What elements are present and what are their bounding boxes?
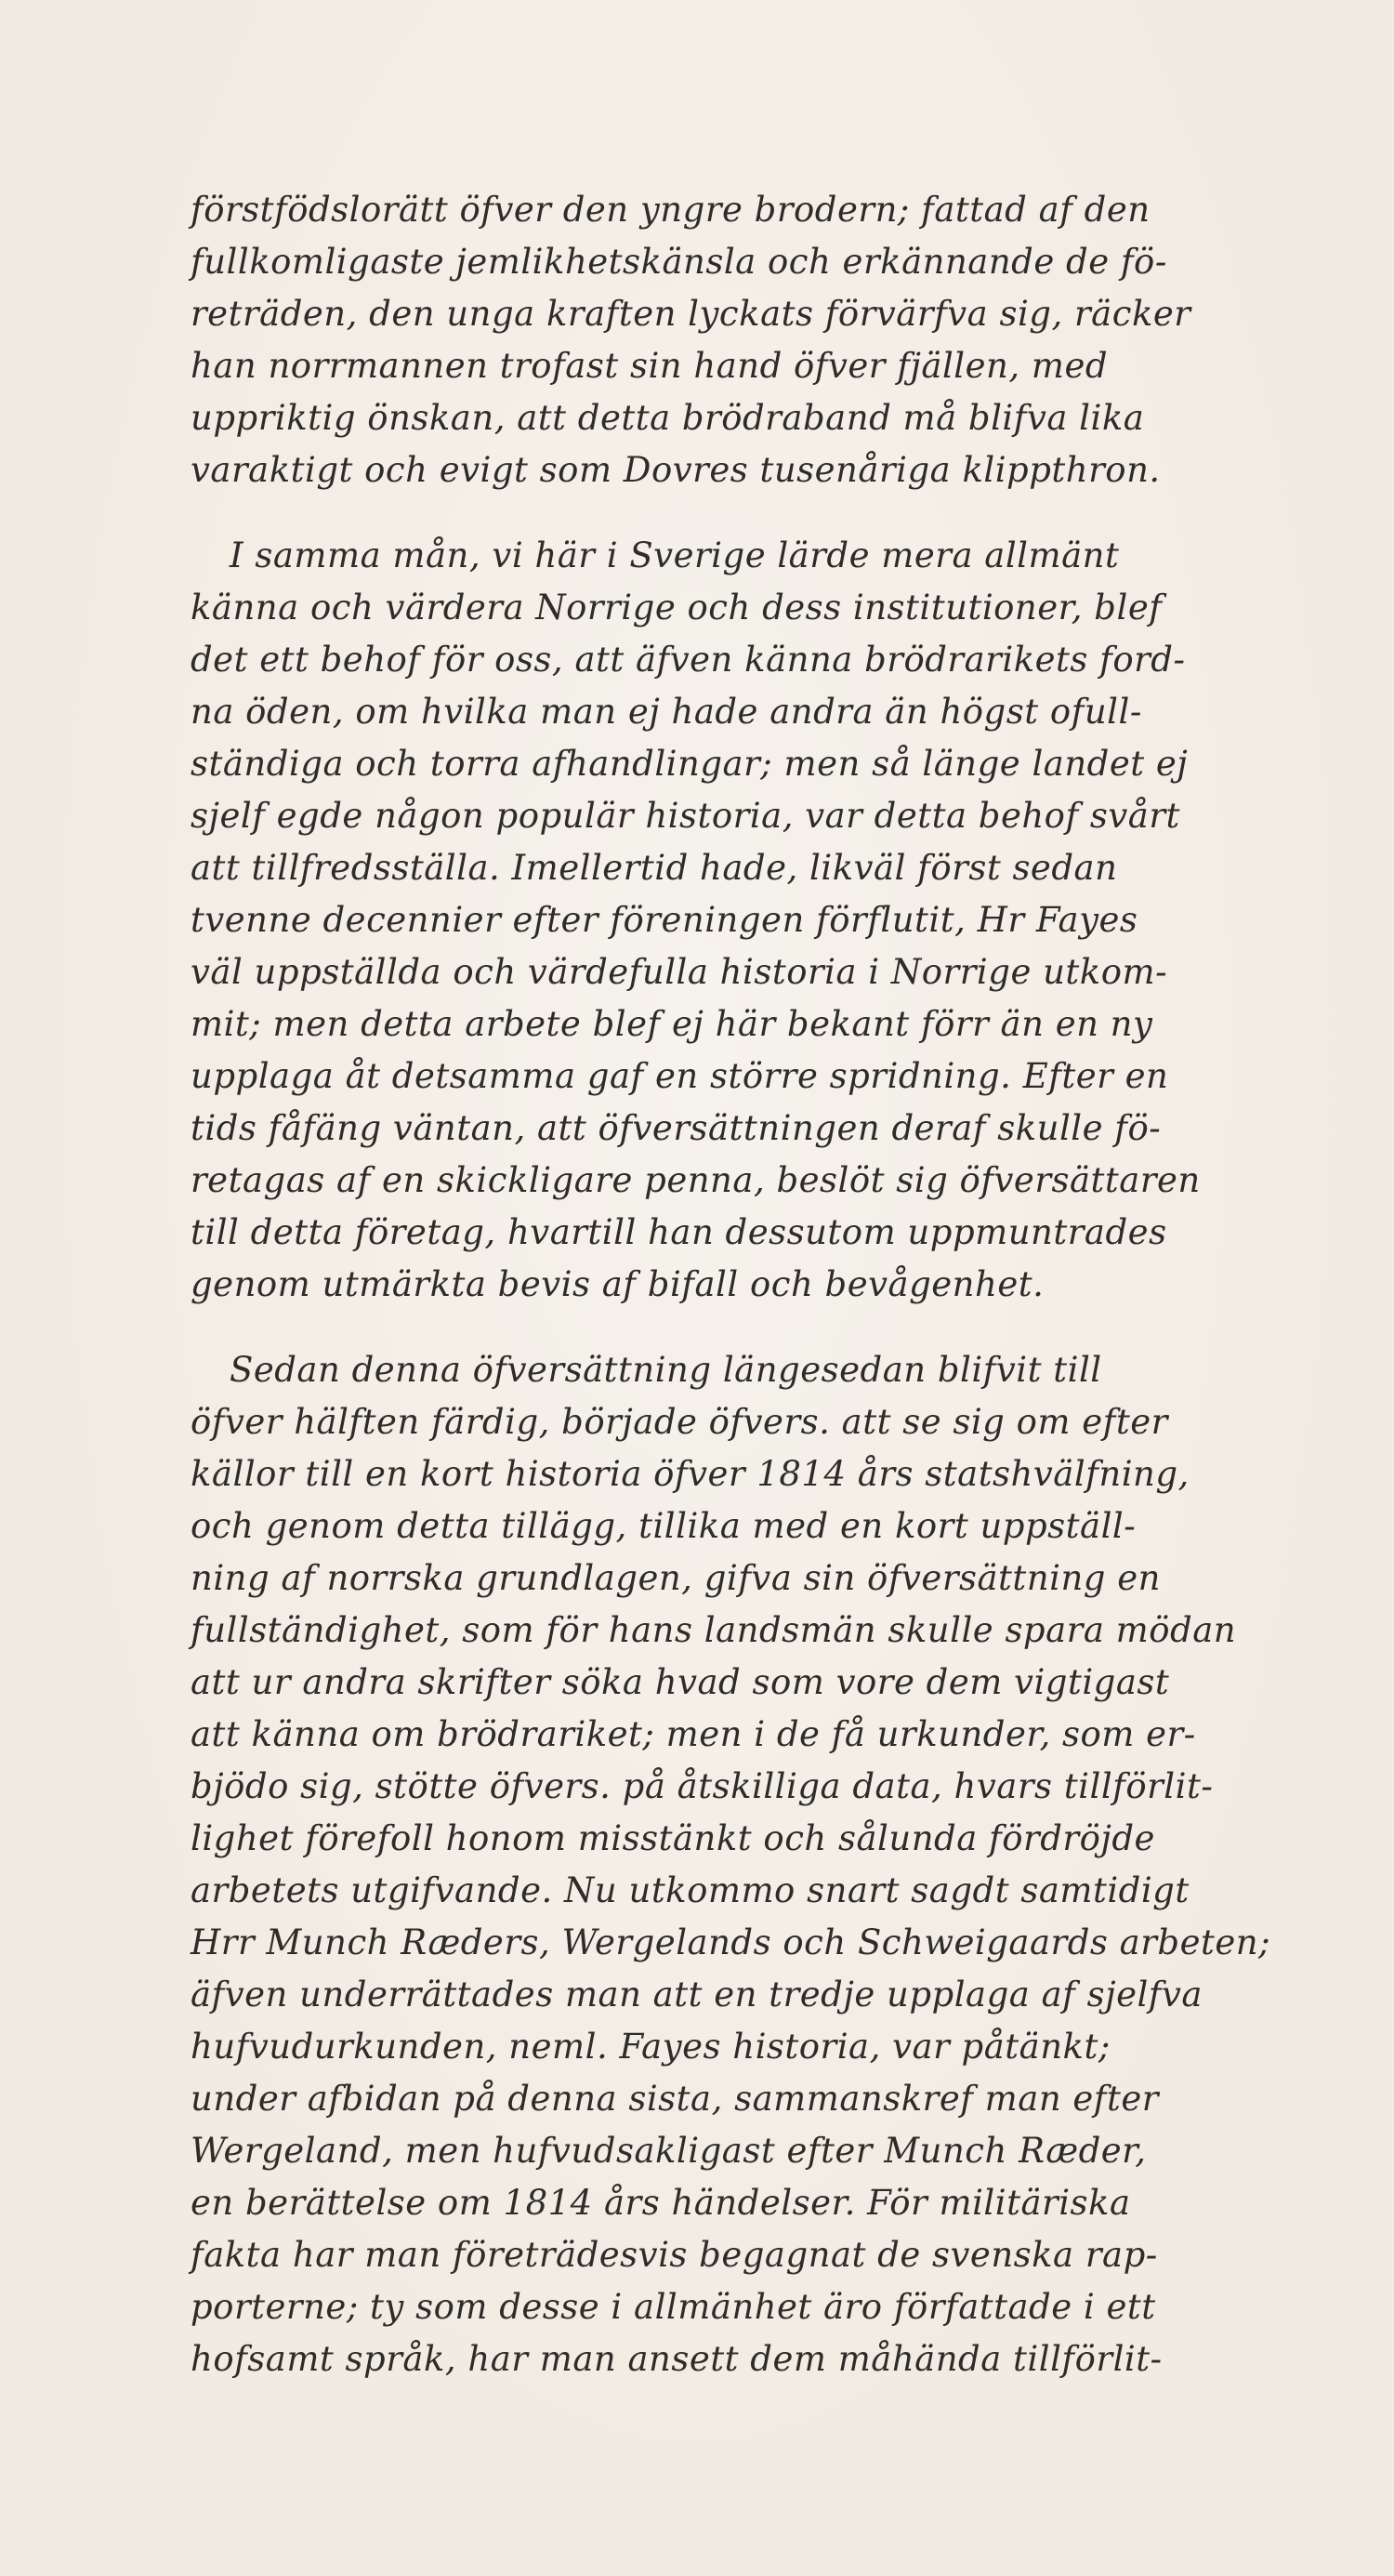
text-line: sjelf egde någon populär historia, var detta behof svårt [191,796,1180,836]
text-line: genom utmärkta bevis af bifall och bevågenhet. [191,1264,1045,1304]
text-line: bjödo sig, stötte öfvers. på åtskilliga data, hvars tillförlit- [191,1766,1214,1806]
text-line: äfven underrättades man att en tredje upplaga af sjelfva [191,1975,1203,2015]
text-line: fakta har man företrädesvis begagnat de svenska rap- [191,2235,1158,2275]
text-line: hufvudurkunden, neml. Fayes historia, var påtänkt; [191,2027,1111,2067]
text-line: tids fåfäng väntan, att öfversättningen deraf skulle fö- [191,1108,1162,1148]
text-line: ning af norrska grundlagen, gifva sin öfversättning en [191,1558,1161,1598]
text-line: na öden, om hvilka man ej hade andra än högst ofull- [191,692,1142,732]
text-line: och genom detta tillägg, tillika med en kort uppställ- [191,1506,1137,1546]
text-line: varaktigt och evigt som Dovres tusenåriga klippthron. [191,450,1161,490]
text-line: fullständighet, som för hans landsmän skulle spara mödan [191,1610,1237,1650]
text-line: mit; men detta arbete blef ej här bekant förr än en ny [191,1004,1153,1044]
text-line: öfver hälften färdig, började öfvers. att se sig om efter [191,1402,1168,1442]
text-line: att ur andra skrifter söka hvad som vore dem vigtigast [191,1662,1170,1702]
text-line: uppriktig önskan, att detta brödraband må blifva lika [191,398,1145,438]
text-line: ständiga och torra afhandlingar; men så länge landet ej [191,744,1189,784]
text-line: Sedan denna öfversättning längesedan blifvit till [230,1350,1102,1390]
text-line: lighet förefoll honom misstänkt och sålunda fördröjde [191,1818,1155,1858]
text-line: Hrr Munch Ræders, Wergelands och Schweigaards arbeten; [191,1922,1271,1962]
paragraph-1 [191,184,1334,496]
text-line: en berättelse om 1814 års händelser. För militäriska [191,2183,1131,2223]
text-line: fullkomligaste jemlikhetskänsla och erkännande de fö- [191,242,1167,282]
text-line: arbetets utgifvande. Nu utkommo snart sagdt samtidigt [191,1870,1190,1910]
text-line: han norrmannen trofast sin hand öfver fjällen, med [191,346,1109,386]
text-line: tvenne decennier efter föreningen förflutit, Hr Fayes [191,900,1138,940]
paragraph-3 [191,1344,1334,2385]
text-line: att tillfredsställa. Imellertid hade, likväl först sedan [191,848,1118,888]
text-line: förstfödslorätt öfver den yngre brodern; fattad af den [191,190,1151,230]
text-line: I samma mån, vi här i Sverige lärde mera allmänt [230,535,1120,575]
text-line: porterne; ty som desse i allmänhet äro författade i ett [191,2287,1156,2327]
paragraph-2 [191,530,1334,1311]
page-text [191,184,1334,2385]
text-line: känna och värdera Norrige och dess institutioner, blef [191,588,1163,627]
text-line: till detta företag, hvartill han dessutom uppmuntrades [191,1212,1167,1252]
text-line: under afbidan på denna sista, sammanskref man efter [191,2079,1159,2119]
text-line: att känna om brödrariket; men i de få urkunder, som er- [191,1714,1196,1754]
text-line: källor till en kort historia öfver 1814 års statshvälfning, [191,1454,1190,1494]
text-line: Wergeland, men hufvudsakligast efter Munch Ræder, [191,2131,1147,2171]
text-line: retagas af en skickligare penna, beslöt sig öfversättaren [191,1160,1201,1200]
text-line: hofsamt språk, har man ansett dem måhända tillförlit- [191,2339,1163,2379]
text-line: väl uppställda och värdefulla historia i Norrige utkom- [191,952,1168,992]
text-line: det ett behof för oss, att äfven känna brödrarikets ford- [191,640,1186,680]
text-line: upplaga åt detsamma gaf en större spridning. Efter en [191,1056,1169,1096]
text-line: reträden, den unga kraften lyckats förvärfva sig, räcker [191,294,1191,334]
